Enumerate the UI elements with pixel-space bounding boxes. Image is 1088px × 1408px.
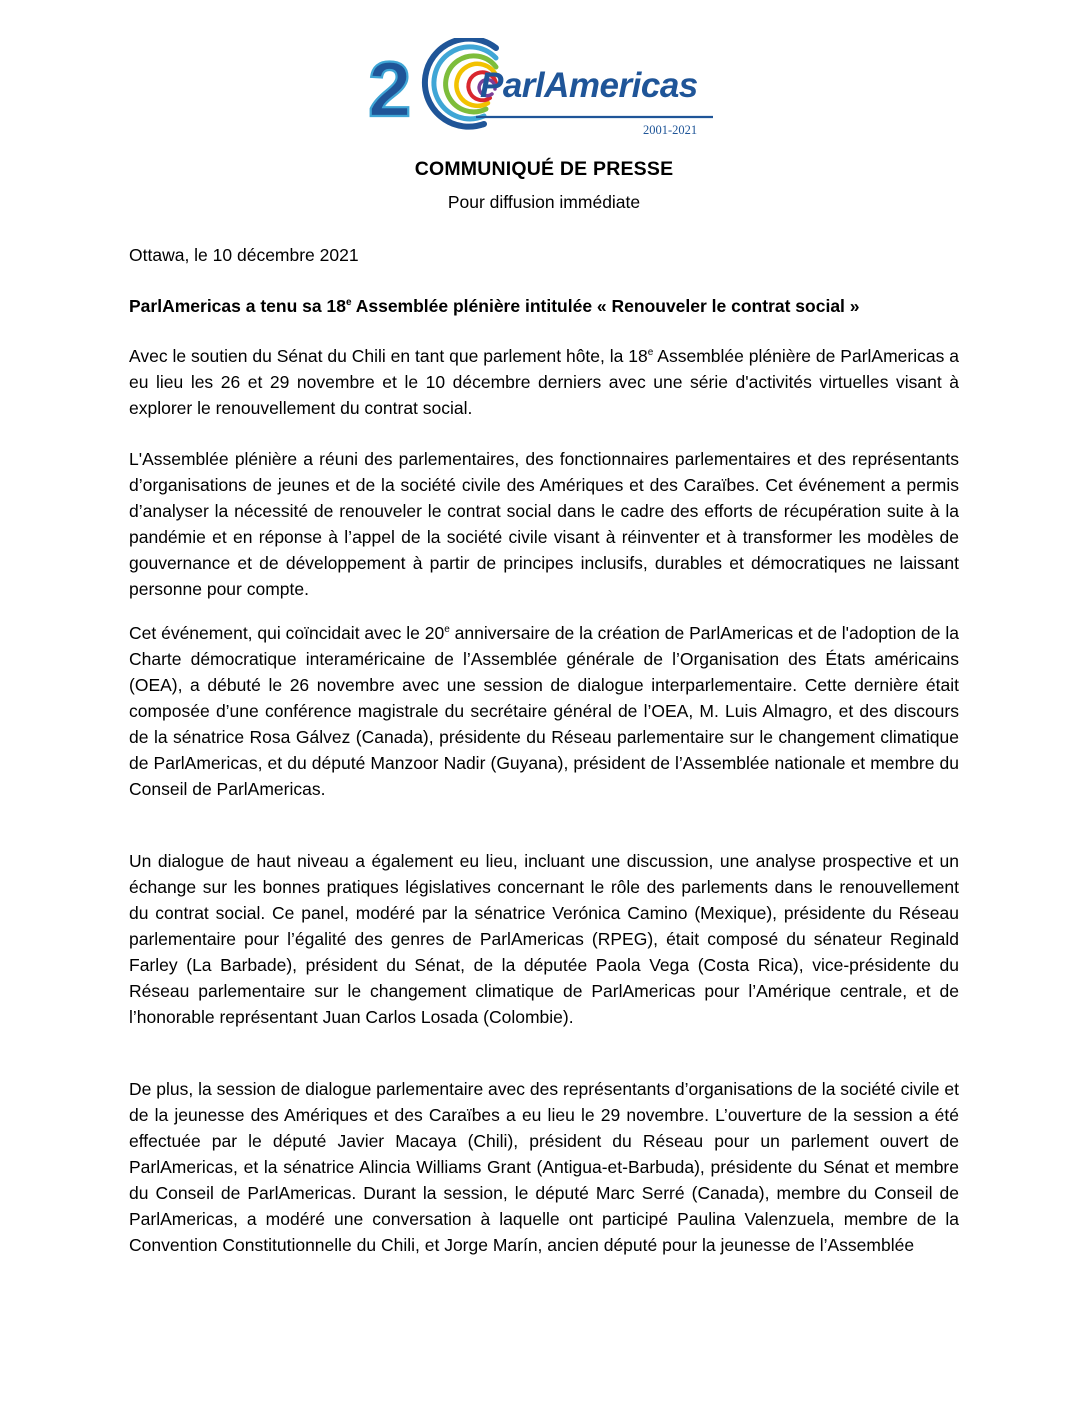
paragraph-4: Un dialogue de haut niveau a également eu lieu, incluant une discussion, une analyse prospective et un échange sur les bonnes pratiques législatives concernant le rôle des parlements dans le renouvellement du contrat social. Ce panel, modéré par la sénatrice Verónica Camino (Mexique), présidente du Réseau parlementaire pour l’égalité des genres de ParlAmericas (RPEG), était composé du sénateur Reginald Farley (La Barbade), président du Sénat, de la députée Paola Vega (Costa Rica), vice-présidente du Réseau parlementaire sur le changement climatique de ParlAmericas pour l’Amérique centrale, et de l’honorable représentant Juan Carlos Losada (Colombie). <box>129 851 959 1027</box>
paragraph-1 <box>129 343 959 421</box>
logo-number-two: 2 <box>368 45 412 133</box>
paragraph-3 <box>129 620 959 802</box>
press-release-title: COMMUNIQUÉ DE PRESSE <box>414 158 674 180</box>
parlamericas-20-logo <box>368 38 720 142</box>
headline-part: Assemblée plénière intitulée « Renouveler le contrat social » <box>351 296 860 316</box>
superscript: e <box>647 347 654 358</box>
superscript: e <box>345 297 352 308</box>
headline-part: ParlAmericas a tenu sa 18 <box>129 296 346 316</box>
press-release-subtitle: Pour diffusion immédiate <box>447 192 641 212</box>
paragraph-text: Avec le soutien du Sénat du Chili en tant que parlement hôte, la 18 <box>129 346 648 366</box>
paragraph-5: De plus, la session de dialogue parlementaire avec des représentants d’organisations de la société civile et de la jeunesse des Amériques et des Caraïbes a eu lieu le 29 novembre. L’ouverture de la session a été effectuée par le député Javier Macaya (Chili), président du Réseau pour un parlement ouvert de ParlAmericas, et la sénatrice Alincia Williams Grant (Antigua-et-Barbuda), présidente du Sénat et membre du Conseil de ParlAmericas. Durant la session, le député Marc Serré (Canada), membre du Conseil de ParlAmericas, a modéré une conversation à laquelle ont participé Paulina Valenzuela, membre de la Convention Constitutionnelle du Chili, et Jorge Marín, ancien député pour la jeunesse de l’Assemblée <box>129 1079 959 1255</box>
superscript: e <box>444 624 450 635</box>
paragraph-2: L'Assemblée plénière a réuni des parlementaires, des fonctionnaires parlementaires et des représentants d’organisations de jeunes et de la société civile des Amériques et des Caraïbes. Cet événement a permis d’analyser la nécessité de renouveler le contrat social dans le cadre des efforts de récupération suite à la pandémie et en réponse à l’appel de la société civile visant à réinventer et à transformer les modèles de gouvernance et de développement à partir de principes inclusifs, durables et démocratiques ne laissant personne pour compte. <box>129 449 959 599</box>
paragraph-text: Assemblée plénière de ParlAmericas a eu lieu les 26 et 29 novembre et le 10 décembre derniers avec une série d'activités virtuelles visant à explorer le renouvellement du contrat social. <box>129 346 959 418</box>
dateline: Ottawa, le 10 décembre 2021 <box>129 245 359 265</box>
paragraph-text: anniversaire de la création de ParlAmericas et de l'adoption de la Charte démocratique interaméricaine de l’Assemblée générale de l’Organisation des États américains (OEA), a débuté le 26 novembre avec une session de dialogue interparlementaire. Cette dernière était composée d’une conférence magistrale du secrétaire général de l’OEA, M. Luis Almagro, et des discours de la sénatrice Rosa Gálvez (Canada), présidente du Réseau parlementaire sur le changement climatique de ParlAmericas, et du député Manzoor Nadir (Guyana), président de l’Assemblée nationale et membre du Conseil de ParlAmericas. <box>129 623 959 799</box>
logo-wordmark: ParlAmericas <box>480 66 698 105</box>
paragraph-text: Cet événement, qui coïncidait avec le 20 <box>129 623 445 643</box>
logo-years: 2001-2021 <box>643 123 698 137</box>
headline <box>129 293 959 319</box>
